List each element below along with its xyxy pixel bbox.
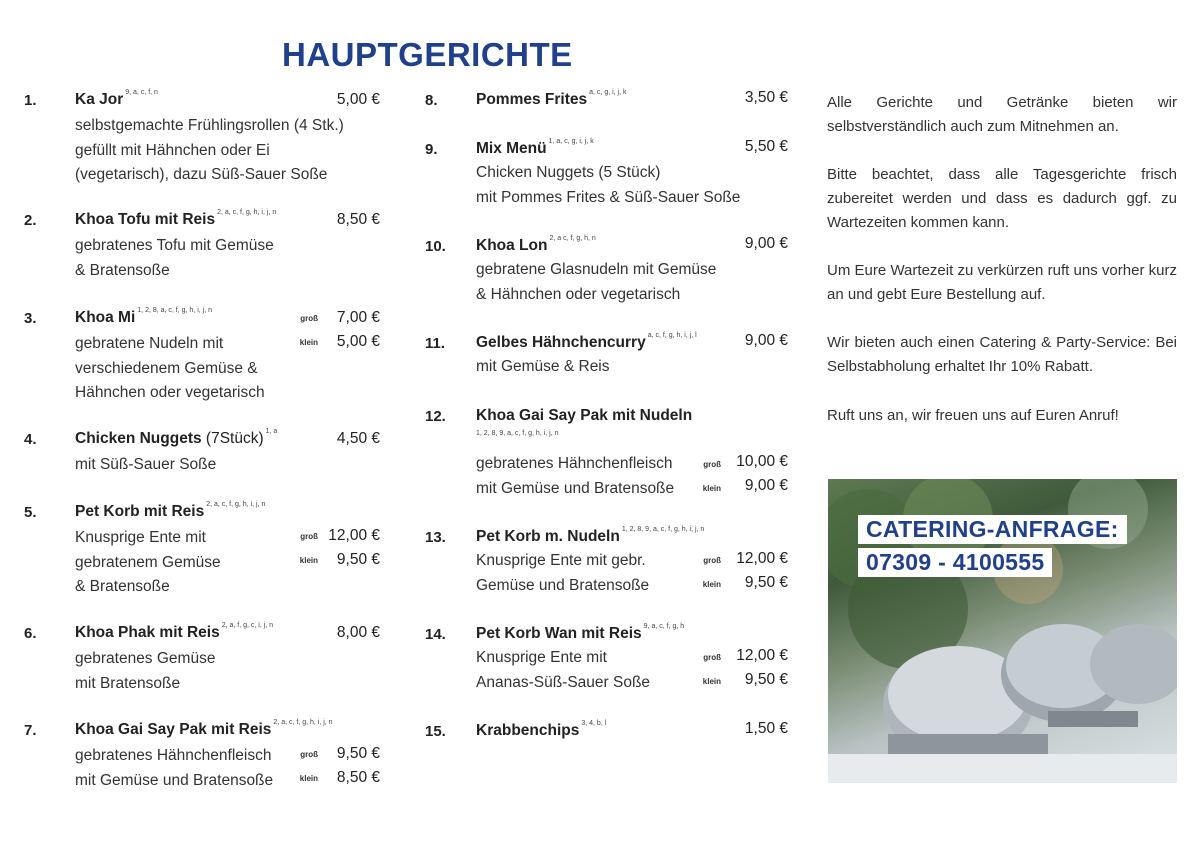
size-label: groß [300, 750, 318, 759]
item-description: (vegetarisch), dazu Süß-Sauer Soße [75, 166, 328, 183]
allergen-codes: 2, a, c, f, g, h, i, j, n [273, 719, 333, 726]
catering-phone[interactable]: 07309 - 4100555 [858, 548, 1052, 577]
item-number: 13. [425, 529, 446, 546]
item-price: 12,00 € [736, 550, 788, 567]
allergen-codes: 3, 4, b, l [581, 720, 607, 727]
item-description: gebratenes Hähnchenfleisch [476, 455, 673, 472]
item-description: gebratene Glasnudeln mit Gemüse [476, 261, 717, 278]
info-paragraph: Ruft uns an, wir freuen uns auf Euren Anruf! [827, 407, 1119, 424]
allergen-codes: a, c, f, g, h, i, j, l [647, 332, 697, 339]
item-description: Knusprige Ente mit [476, 649, 607, 666]
item-number: 5. [24, 504, 37, 521]
info-paragraph: Wir bieten auch einen Catering & Party-Service: Bei Selbstabholung erhaltet Ihr 10% Rabatt. [827, 334, 1177, 375]
item-description: mit Gemüse und Bratensoße [476, 479, 675, 497]
item-name: Chicken Nuggets (7Stück) $^{1, a}$ [75, 428, 278, 447]
item-price: 4,50 € [336, 430, 380, 447]
item-price: 7,00 € [336, 309, 380, 326]
allergen-codes: 1, a, c, g, i, j, k [548, 138, 594, 145]
info-paragraph: Alle Gerichte und Getränke bieten wir selbstverständlich auch zum Mitnehmen an. [827, 94, 1177, 135]
item-number: 10. [425, 238, 446, 255]
item-price: 9,50 € [336, 745, 380, 762]
item-number: 2. [24, 212, 37, 229]
item-price-small: 5,00 € [336, 333, 380, 350]
size-label: groß [703, 556, 721, 565]
allergen-codes: a, c, g, i, j, k [589, 89, 627, 96]
size-label: klein [702, 677, 721, 686]
item-price: 5,50 € [744, 138, 788, 155]
item-number: 8. [425, 92, 438, 109]
item-description: & Hähnchen oder vegetarisch [476, 285, 681, 303]
item-name: Gelbes Hähnchencurry $^{a, c, f, g, h, i, j, l}$ [476, 332, 697, 351]
size-label: klein [299, 774, 318, 783]
item-number: 15. [425, 723, 446, 740]
item-price: 1,50 € [744, 720, 788, 737]
size-label: groß [300, 314, 318, 323]
item-description: gebratenes Hähnchenfleisch [75, 747, 272, 764]
size-label: klein [702, 580, 721, 589]
item-name: Khoa Lon $^{2, a c, f, g, h, n}$ [476, 235, 596, 254]
allergen-codes: 1, 2, 8, 9, a, c, f, g, h, i, j, n [621, 526, 705, 533]
item-name: Khoa Tofu mit Reis $^{2, a, c, f, g, h, i, j, n}$ [75, 209, 277, 228]
item-name: Krabbenchips $^{3, 4, b, l}$ [476, 720, 607, 739]
item-price-small: 9,50 € [336, 551, 380, 568]
item-description: mit Gemüse und Bratensoße [75, 771, 274, 789]
item-description: verschiedenem Gemüse & [75, 359, 258, 377]
item-price: 12,00 € [736, 647, 788, 664]
item-number: 6. [24, 625, 37, 642]
item-name: Pet Korb Wan mit Reis $^{9, a, c, f, g, h}$ [476, 623, 685, 642]
size-label: groß [300, 532, 318, 541]
item-number: 12. [425, 408, 446, 425]
item-name: Khoa Gai Say Pak mit Reis $^{2, a, c, f, g, h, i, j, n}$ [75, 719, 333, 738]
item-price: 10,00 € [736, 453, 788, 470]
item-description: Gemüse und Bratensoße [476, 576, 650, 594]
item-price: 12,00 € [328, 527, 380, 544]
item-description: gebratenes Gemüse [75, 650, 216, 667]
menu-title: HAUPTGERICHTE [282, 36, 573, 73]
item-price: 5,00 € [336, 91, 380, 108]
item-description: gefüllt mit Hähnchen oder Ei [75, 141, 270, 159]
item-number: 3. [24, 310, 37, 327]
item-number: 4. [24, 431, 37, 448]
item-name: Pet Korb m. Nudeln $^{1, 2, 8, 9, a, c, f, g, h, i, j, n}$ [476, 526, 705, 545]
item-description: Knusprige Ente mit gebr. [476, 552, 646, 569]
item-description: & Bratensoße [75, 261, 170, 279]
item-price: 9,00 € [744, 332, 788, 349]
item-price: 3,50 € [744, 89, 788, 106]
allergen-codes: 1, 2, 8, a, c, f, g, h, i, j, n [137, 307, 212, 314]
size-label: klein [299, 338, 318, 347]
item-name: Khoa Gai Say Pak mit Nudeln [476, 407, 693, 424]
item-description: mit Gemüse & Reis [476, 358, 610, 375]
item-name: Pommes Frites $^{a, c, g, i, j, k}$ [476, 89, 627, 108]
item-price-small: 9,50 € [744, 671, 788, 688]
item-name: Khoa Mi $^{1, 2, 8, a, c, f, g, h, i, j, n}$ [75, 307, 212, 326]
item-description: mit Bratensoße [75, 674, 181, 692]
allergen-codes: 9, a, c, f, n [125, 89, 158, 96]
item-description: Hähnchen oder vegetarisch [75, 384, 265, 401]
catering-label: CATERING-ANFRAGE: [858, 515, 1127, 544]
item-description: mit Süß-Sauer Soße [75, 456, 217, 473]
item-description: gebratenes Tofu mit Gemüse [75, 237, 274, 254]
size-label: groß [703, 653, 721, 662]
item-name: Ka Jor $^{9, a, c, f, n}$ [75, 89, 158, 108]
item-number: 1. [24, 92, 37, 109]
item-number: 7. [24, 722, 37, 739]
item-number: 14. [425, 626, 446, 643]
item-price-small: 9,50 € [744, 574, 788, 591]
allergen-codes: 2, a, c, f, g, h, i, j, n [217, 209, 277, 216]
item-name: Khoa Phak mit Reis $^{2, a, f, g, c, i, j, n}$ [75, 622, 274, 641]
allergen-codes: 2, a, c, f, g, h, i, j, n [206, 501, 266, 508]
item-price: 8,00 € [336, 624, 380, 641]
item-description: Knusprige Ente mit [75, 529, 206, 546]
item-number: 11. [425, 335, 446, 352]
item-description: gebratene Nudeln mit [75, 335, 224, 352]
allergen-codes: 2, a c, f, g, h, n [549, 235, 596, 242]
size-label: groß [703, 460, 721, 469]
item-price: 8,50 € [336, 211, 380, 228]
size-label: klein [299, 556, 318, 565]
allergen-codes: 1, 2, 8, 9, a, c, f, g, h, i, j, n [476, 430, 559, 437]
item-description: Chicken Nuggets (5 Stück) [476, 164, 661, 181]
info-paragraph: Um Eure Wartezeit zu verkürzen ruft uns vorher kurz an und gebt Eure Bestellung auf. [827, 262, 1177, 303]
item-description: gebratenem Gemüse [75, 553, 221, 571]
item-description: Ananas-Süß-Sauer Soße [476, 673, 651, 691]
item-number: 9. [425, 141, 438, 158]
info-paragraph: Bitte beachtet, dass alle Tagesgerichte frisch zubereitet werden und dass es dadurch ggf. zu Wartezeiten kommen kann. [827, 166, 1177, 231]
item-price-small: 9,00 € [744, 477, 788, 494]
item-description: mit Pommes Frites & Süß-Sauer Soße [476, 188, 741, 206]
allergen-codes: 2, a, f, g, c, i, j, n [221, 622, 274, 629]
size-label: klein [702, 484, 721, 493]
item-description: selbstgemachte Frühlingsrollen (4 Stk.) [75, 117, 344, 134]
allergen-codes: 9, a, c, f, g, h [643, 623, 685, 630]
item-name: Pet Korb mit Reis $^{2, a, c, f, g, h, i, j, n}$ [75, 501, 266, 520]
allergen-codes: 1, a [265, 428, 278, 435]
item-price: 9,00 € [744, 235, 788, 252]
item-description: & Bratensoße [75, 578, 170, 595]
item-price-small: 8,50 € [336, 769, 380, 786]
item-name: Mix Menü $^{1, a, c, g, i, j, k}$ [476, 138, 594, 157]
